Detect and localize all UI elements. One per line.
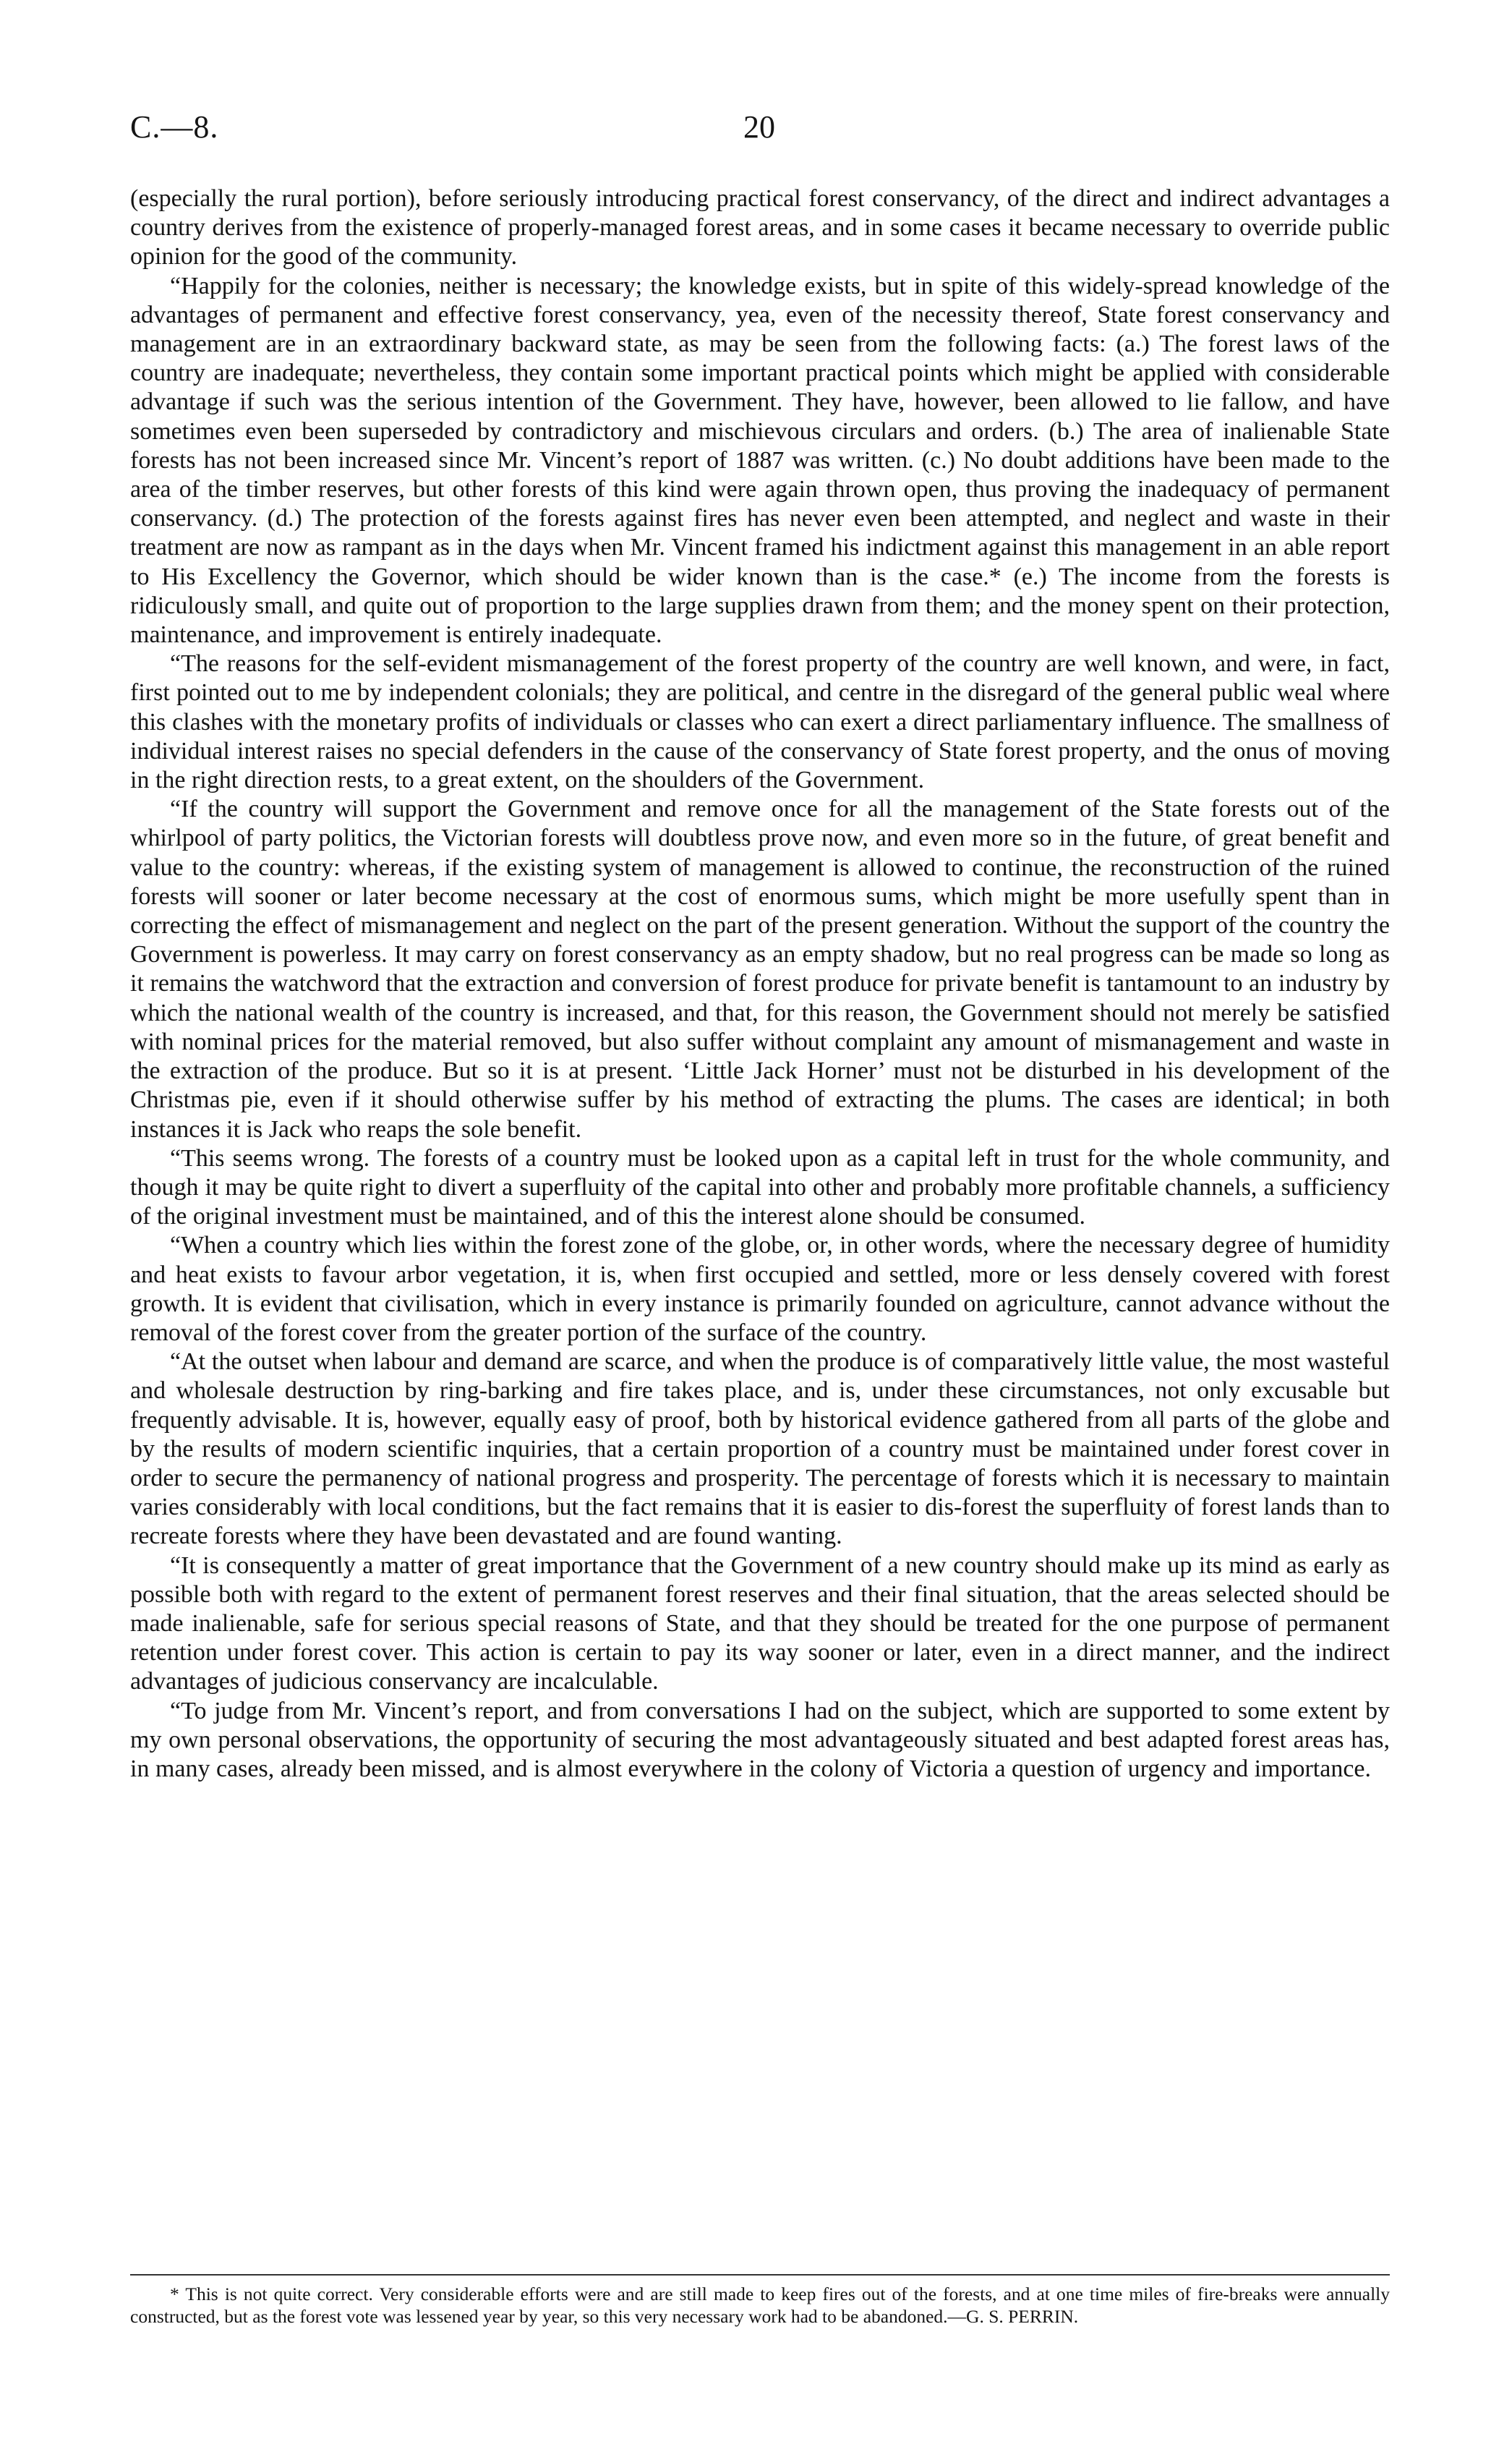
paragraph-happily-for-colonies: “Happily for the colonies, neither is necessary; the knowledge exists, but in spite of this widely-spread knowledge of the advantages of permanent and effective forest conservancy, yea, even of the necessity thereof, State forest conservancy and management are in an extraordinary backward state, as may be seen from the following facts: (a.) The forest laws of the country are inadequate; nevertheless, they contain some important practical points which might be applied with considerable advantage if such was the serious intention of the Government. They have, however, been allowed to lie fallow, and have sometimes even been superseded by contradictory and mischievous circulars and orders. (b.) The area of inalienable State forests has not been increased since Mr. Vincent’s report of 1887 was written. (c.) No doubt additions have been made to the area of the timber reserves, but other forests of this kind were again thrown open, thus proving the inadequacy of permanent conservancy. (d.) The protection of the forests against fires has never even been attempted, and neglect and waste in their treatment are now as rampant as in the days when Mr. Vincent framed his indictment against this management in an able report to His Excellency the Governor, which should be wider known than is the case.* (e.) The income from the forests is ridiculously small, and quite out of proportion to the large supplies drawn from them; and the money spent on their protection, maintenance, and improvement is entirely inadequate.	[130, 272, 1390, 649]
paragraph-if-country-will-support: “If the country will support the Government and remove once for all the management of the State forests out of the whirlpool of party politics, the Victorian forests will doubtless prove now, and even more so in the future, of great benefit and value to the country: whereas, if the existing system of management is allowed to continue, the reconstruction of the ruined forests will sooner or later become necessary at the cost of enormous sums, which might be more usefully spent than in correcting the effect of mismanagement and neglect on the part of the present generation. Without the support of the country the Government is powerless. It may carry on forest conservancy as an empty shadow, but no real progress can be made so long as it remains the watchword that the extraction and conversion of forest produce for private benefit is tantamount to an industry by which the national wealth of the country is increased, and that, for this reason, the Government should not merely be satisfied with nominal prices for the material removed, but also suffer without complaint any amount of mismanagement and waste in the extraction of the produce. But so it is at present. ‘Little Jack Horner’ must not be disturbed in his development of the Christmas pie, even if it should otherwise suffer by his method of extracting the plums. The cases are identical; in both instances it is Jack who reaps the sole benefit.	[130, 796, 1390, 1143]
paragraph-at-the-outset: “At the outset when labour and demand are scarce, and when the produce is of comparatively little value, the most wasteful and wholesale destruction by ring-barking and fire takes place, and is, under these circumstances, not only excusable but frequently advisable. It is, however, equally easy of proof, both by historical evidence gathered from all parts of the globe and by the results of modern scientific inquiries, that a certain proportion of a country must be maintained under forest cover in order to secure the permanency of national progress and prosperity. The percentage of forests which it is necessary to maintain varies considerably with local conditions, but the fact remains that it is easier to dis-forest the superfluity of forest lands than to recreate forests where they have been devastated and are found wanting.	[130, 1348, 1390, 1550]
document-code: C.—8.	[130, 109, 219, 145]
paragraph-reasons-for-mismanagement: “The reasons for the self-evident mismanagement of the forest property of the country are well known, and were, in fact, first pointed out to me by independent colonials; they are political, and centre in the disregard of the general public weal where this clashes with the monetary profits of individuals or classes who can exert a direct parliamentary influence. The smallness of individual interest raises no special defenders in the cause of the conservancy of State forest property, and the onus of moving in the right direction rests, to a great extent, on the shoulders of the Government.	[130, 650, 1390, 794]
paragraph-forest-zone: “When a country which lies within the forest zone of the globe, or, in other words, where the necessary degree of humidity and heat exists to favour arbor vegetation, it is, when first occupied and settled, more or less densely covered with forest growth. It is evident that civilisation, which in every instance is primarily founded on agriculture, cannot advance without the removal of the forest cover from the greater portion of the surface of the country.	[130, 1232, 1390, 1346]
paragraph-consequently-important: “It is consequently a matter of great importance that the Government of a new country should make up its mind as early as possible both with regard to the extent of permanent forest reserves and their final situation, that the areas selected should be made inalienable, safe for serious special reasons of State, and that they should be treated for the one purpose of permanent retention under forest cover. This action is certain to pay its way sooner or later, even in a direct manner, and the indirect advantages of judicious conservancy are incalculable.	[130, 1551, 1390, 1695]
footnote-divider	[130, 2274, 1390, 2276]
paragraph-to-judge: “To judge from Mr. Vincent’s report, and from conversations I had on the subject, which are supported to some extent by my own personal observations, the opportunity of securing the most advantageously situated and best adapted forest areas has, in many cases, already been missed, and is almost everywhere in the colony of Victoria a question of urgency and importance.	[130, 1697, 1390, 1782]
page-number: 20	[743, 109, 775, 145]
footnote: * This is not quite correct. Very considerable efforts were and are still made to keep fires out of the forests, and at one time miles of fire-breaks were annually constructed, but as the forest vote was lessened year by year, so this very necessary work had to be abandoned.—G. S. PERRIN.	[130, 2283, 1390, 2327]
paragraph-this-seems-wrong: “This seems wrong. The forests of a country must be looked upon as a capital left in trust for the whole community, and though it may be quite right to divert a superfluity of the capital into other and probably more profitable channels, a sufficiency of the original investment must be maintained, and of this the interest alone should be consumed.	[130, 1144, 1390, 1230]
body-text	[130, 184, 1390, 1784]
paragraph-continued-intro: (especially the rural portion), before seriously introducing practical forest conservancy, of the direct and indirect advantages a country derives from the existence of properly-managed forest areas, and in some cases it became necessary to override public opinion for the good of the community.	[130, 185, 1390, 271]
page-header	[130, 108, 1388, 152]
